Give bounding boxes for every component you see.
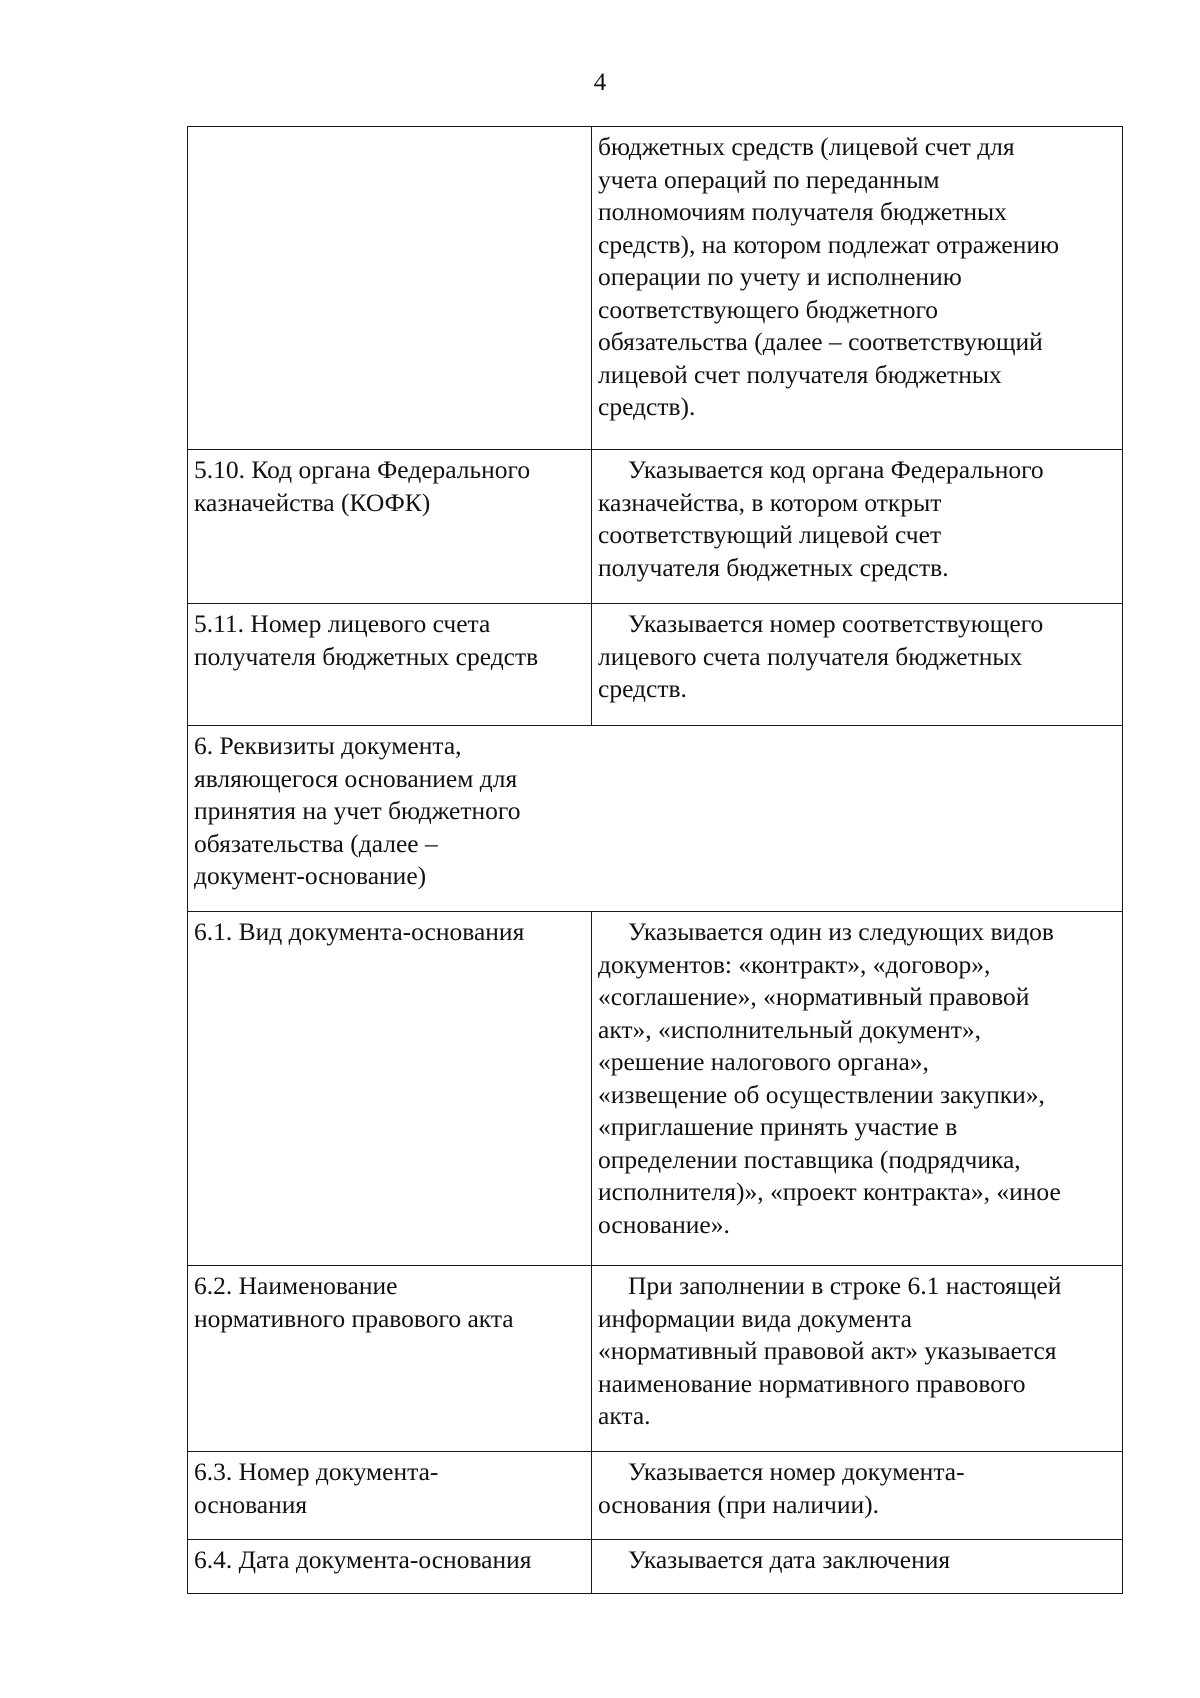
field-description-cell bbox=[592, 1452, 1123, 1540]
field-name-cell bbox=[188, 1452, 592, 1540]
field-description-cell bbox=[592, 912, 1123, 1266]
table-row bbox=[188, 1452, 1123, 1540]
field-description: Указывается номер документа- основания (при наличии). bbox=[598, 1457, 965, 1519]
field-name: 6.4. Дата документа-основания bbox=[194, 1545, 532, 1574]
field-description: При заполнении в строке 6.1 настоящей информации вида документа «нормативный правовой акт» указывается наименование нормативного правового акта. bbox=[598, 1271, 1062, 1430]
field-name-cell bbox=[188, 1266, 592, 1452]
field-description-cell bbox=[592, 1540, 1123, 1594]
field-name: 6.1. Вид документа-основания bbox=[194, 917, 525, 946]
field-description-cell bbox=[592, 604, 1123, 726]
field-description: Указывается код органа Федерального казначейства, в котором открыт соответствующий лицевой счет получателя бюджетных средств. bbox=[598, 455, 1044, 582]
section-heading: 6. Реквизиты документа, являющегося основанием для принятия на учет бюджетного обязательства (далее – документ-основание) bbox=[194, 731, 521, 890]
table-row bbox=[188, 127, 1123, 450]
table-row bbox=[188, 604, 1123, 726]
section-heading-cell bbox=[188, 726, 1123, 912]
table-row bbox=[188, 450, 1123, 604]
field-description-cell bbox=[592, 127, 1123, 450]
table-row bbox=[188, 726, 1123, 912]
table-row bbox=[188, 1540, 1123, 1594]
field-name: 6.2. Наименование нормативного правового акта bbox=[194, 1271, 514, 1333]
field-description: Указывается дата заключения bbox=[628, 1545, 951, 1574]
table-row bbox=[188, 1266, 1123, 1452]
field-name-cell bbox=[188, 1540, 592, 1594]
field-name-cell bbox=[188, 912, 592, 1266]
field-description: бюджетных средств (лицевой счет для учета операций по переданным полномочиям получателя бюджетных средств), на котором подлежат отражению операции по учету и исполнению соответствующего бюджетного обязательства (далее – соответствующий лицевой счет получателя бюджетных средств). bbox=[598, 132, 1060, 421]
requisites-table bbox=[187, 126, 1123, 1594]
field-description-cell bbox=[592, 450, 1123, 604]
field-name-cell bbox=[188, 604, 592, 726]
field-name: 5.10. Код органа Федерального казначейства (КОФК) bbox=[194, 455, 531, 517]
field-name: 6.3. Номер документа- основания bbox=[194, 1457, 439, 1519]
page-number: 4 bbox=[593, 69, 607, 96]
field-name-cell bbox=[188, 127, 592, 450]
field-name-cell bbox=[188, 450, 592, 604]
table-row bbox=[188, 912, 1123, 1266]
field-name: 5.11. Номер лицевого счета получателя бюджетных средств bbox=[194, 609, 539, 671]
field-description: Указывается номер соответствующего лицевого счета получателя бюджетных средств. bbox=[598, 609, 1044, 703]
field-description-cell bbox=[592, 1266, 1123, 1452]
field-description: Указывается один из следующих видов документов: «контракт», «договор», «соглашение», «нормативный правовой акт», «исполнительный документ», «решение налогового органа», «извещение об осуществлении закупки», «приглашение принять участие в определении поставщика (подрядчика, исполнителя)», «проект контракта», «иное основание». bbox=[598, 917, 1061, 1239]
